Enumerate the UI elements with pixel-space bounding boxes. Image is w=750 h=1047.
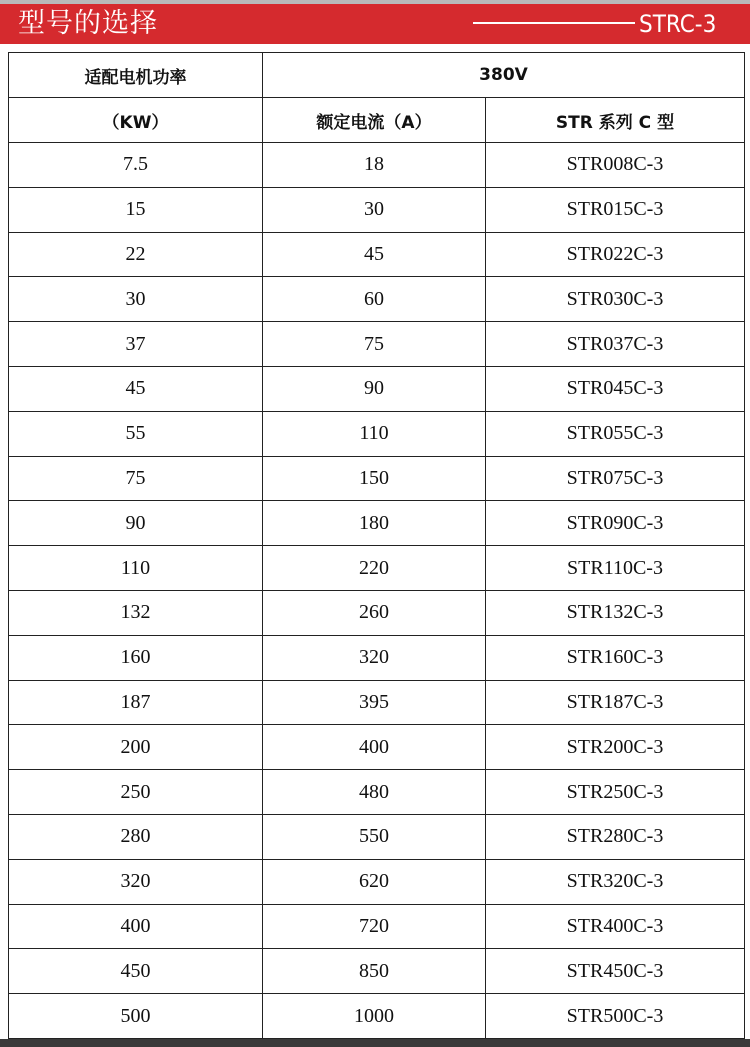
voltage-header: 380V bbox=[263, 53, 745, 98]
model-number-cell: STR400C-3 bbox=[486, 904, 745, 949]
bottom-strip bbox=[0, 1039, 750, 1047]
motor-power-cell: 250 bbox=[9, 770, 263, 815]
rated-current-cell: 1000 bbox=[263, 994, 486, 1039]
model-number-cell: STR110C-3 bbox=[486, 546, 745, 591]
motor-power-cell: 160 bbox=[9, 635, 263, 680]
rated-current-cell: 620 bbox=[263, 859, 486, 904]
motor-power-unit-header: （KW） bbox=[9, 98, 263, 143]
rated-current-cell: 180 bbox=[263, 501, 486, 546]
table-row bbox=[9, 635, 745, 680]
section-title: 型号的选择 bbox=[18, 8, 158, 39]
table-row bbox=[9, 322, 745, 367]
table-row bbox=[9, 949, 745, 994]
motor-power-cell: 500 bbox=[9, 994, 263, 1039]
motor-power-cell: 320 bbox=[9, 859, 263, 904]
table-row bbox=[9, 904, 745, 949]
model-number-cell: STR030C-3 bbox=[486, 277, 745, 322]
motor-power-cell: 55 bbox=[9, 411, 263, 456]
motor-power-cell: 200 bbox=[9, 725, 263, 770]
rated-current-header: 额定电流（A） bbox=[263, 98, 486, 143]
series-model-header: STR 系列 C 型 bbox=[486, 98, 745, 143]
motor-power-cell: 90 bbox=[9, 501, 263, 546]
model-number-cell: STR090C-3 bbox=[486, 501, 745, 546]
model-number-cell: STR500C-3 bbox=[486, 994, 745, 1039]
rated-current-cell: 220 bbox=[263, 546, 486, 591]
model-selection-table bbox=[8, 52, 745, 1039]
rated-current-cell: 400 bbox=[263, 725, 486, 770]
motor-power-cell: 450 bbox=[9, 949, 263, 994]
table-row bbox=[9, 814, 745, 859]
model-number-cell: STR450C-3 bbox=[486, 949, 745, 994]
model-series-label: STRC-3 bbox=[639, 10, 717, 38]
table-row bbox=[9, 456, 745, 501]
table-row bbox=[9, 277, 745, 322]
rated-current-cell: 90 bbox=[263, 366, 486, 411]
header-divider-line bbox=[473, 22, 635, 24]
model-number-cell: STR037C-3 bbox=[486, 322, 745, 367]
motor-power-cell: 7.5 bbox=[9, 143, 263, 188]
rated-current-cell: 720 bbox=[263, 904, 486, 949]
table-row bbox=[9, 187, 745, 232]
motor-power-cell: 15 bbox=[9, 187, 263, 232]
model-number-cell: STR055C-3 bbox=[486, 411, 745, 456]
model-number-cell: STR160C-3 bbox=[486, 635, 745, 680]
model-number-cell: STR075C-3 bbox=[486, 456, 745, 501]
table-row bbox=[9, 994, 745, 1039]
table-row bbox=[9, 725, 745, 770]
table-row bbox=[9, 590, 745, 635]
motor-power-cell: 45 bbox=[9, 366, 263, 411]
model-number-cell: STR015C-3 bbox=[486, 187, 745, 232]
rated-current-cell: 550 bbox=[263, 814, 486, 859]
model-number-cell: STR280C-3 bbox=[486, 814, 745, 859]
model-number-cell: STR187C-3 bbox=[486, 680, 745, 725]
rated-current-cell: 45 bbox=[263, 232, 486, 277]
motor-power-cell: 75 bbox=[9, 456, 263, 501]
motor-power-cell: 37 bbox=[9, 322, 263, 367]
model-number-cell: STR008C-3 bbox=[486, 143, 745, 188]
model-number-cell: STR045C-3 bbox=[486, 366, 745, 411]
rated-current-cell: 150 bbox=[263, 456, 486, 501]
table-row bbox=[9, 546, 745, 591]
table-row bbox=[9, 501, 745, 546]
motor-power-cell: 22 bbox=[9, 232, 263, 277]
motor-power-cell: 30 bbox=[9, 277, 263, 322]
table-row bbox=[9, 770, 745, 815]
rated-current-cell: 395 bbox=[263, 680, 486, 725]
rated-current-cell: 75 bbox=[263, 322, 486, 367]
rated-current-cell: 480 bbox=[263, 770, 486, 815]
model-number-cell: STR320C-3 bbox=[486, 859, 745, 904]
rated-current-cell: 110 bbox=[263, 411, 486, 456]
rated-current-cell: 30 bbox=[263, 187, 486, 232]
table-row bbox=[9, 859, 745, 904]
motor-power-cell: 132 bbox=[9, 590, 263, 635]
table-row bbox=[9, 366, 745, 411]
rated-current-cell: 260 bbox=[263, 590, 486, 635]
motor-power-cell: 187 bbox=[9, 680, 263, 725]
motor-power-header: 适配电机功率 bbox=[9, 53, 263, 98]
table-row bbox=[9, 411, 745, 456]
motor-power-cell: 400 bbox=[9, 904, 263, 949]
rated-current-cell: 60 bbox=[263, 277, 486, 322]
model-number-cell: STR022C-3 bbox=[486, 232, 745, 277]
rated-current-cell: 18 bbox=[263, 143, 486, 188]
model-number-cell: STR250C-3 bbox=[486, 770, 745, 815]
table-row bbox=[9, 143, 745, 188]
motor-power-cell: 110 bbox=[9, 546, 263, 591]
table-row bbox=[9, 680, 745, 725]
model-number-cell: STR200C-3 bbox=[486, 725, 745, 770]
rated-current-cell: 320 bbox=[263, 635, 486, 680]
motor-power-cell: 280 bbox=[9, 814, 263, 859]
table-row bbox=[9, 232, 745, 277]
section-header bbox=[0, 4, 750, 44]
rated-current-cell: 850 bbox=[263, 949, 486, 994]
model-number-cell: STR132C-3 bbox=[486, 590, 745, 635]
